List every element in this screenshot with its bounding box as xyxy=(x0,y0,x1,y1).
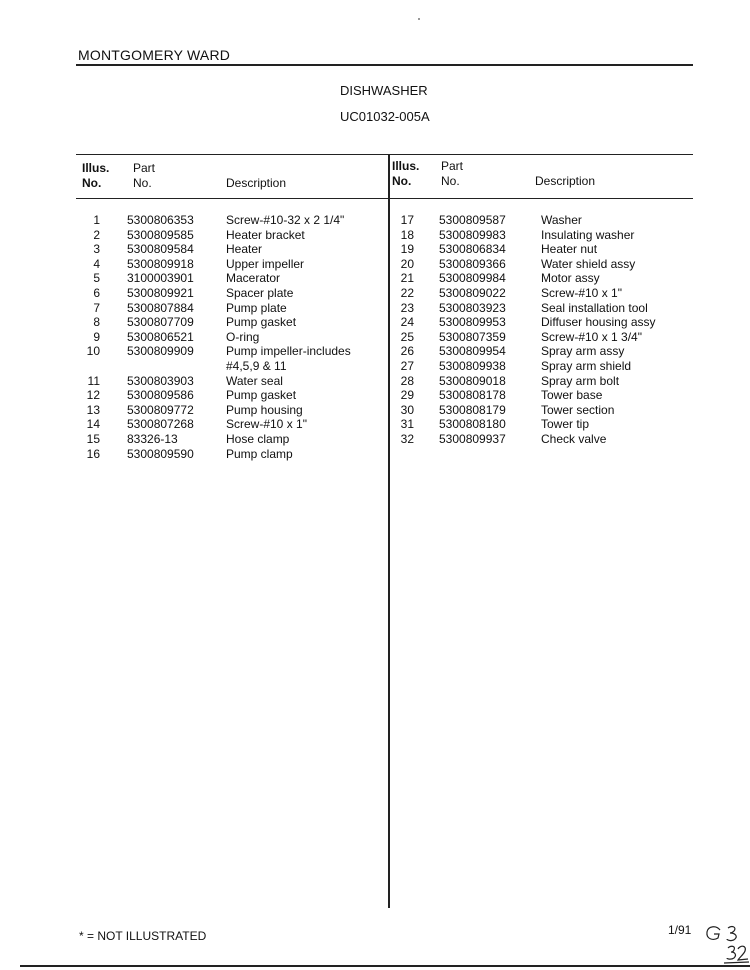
part-description: Screw-#10 x 1 3/4" xyxy=(541,329,642,344)
illus-number: 24 xyxy=(400,315,414,330)
part-number: 5300809018 xyxy=(439,373,506,388)
illus-number: 10 xyxy=(86,344,100,359)
part-number: 5300808178 xyxy=(439,388,506,403)
part-description: #4,5,9 & 11 xyxy=(226,358,287,373)
part-number: 5300808179 xyxy=(439,402,506,417)
part-number: 5300809953 xyxy=(439,315,506,330)
illus-no-header: Illus. No. xyxy=(82,161,110,190)
part-description: Tower tip xyxy=(541,417,590,432)
description-header: Description xyxy=(226,176,287,190)
part-description: Screw-#10 x 1" xyxy=(541,285,622,300)
part-number: 5300807268 xyxy=(127,417,194,432)
part-description: Spacer plate xyxy=(226,285,294,300)
bottom-rule xyxy=(20,965,750,967)
illus-number: 16 xyxy=(86,446,100,461)
part-description: Screw-#10-32 x 2 1/4" xyxy=(226,213,345,227)
column-divider xyxy=(388,154,390,908)
part-description: Pump housing xyxy=(226,402,303,417)
part-number: 3100003901 xyxy=(127,271,194,286)
illus-number: 19 xyxy=(400,242,414,257)
part-description: Tower base xyxy=(541,388,603,403)
illus-number: 8 xyxy=(93,315,100,330)
illus-number: 20 xyxy=(400,256,414,271)
part-number: 5300809366 xyxy=(439,256,506,271)
brand-name: MONTGOMERY WARD xyxy=(78,47,231,63)
part-number: 5300809584 xyxy=(127,242,194,257)
illus-number: 1 xyxy=(93,213,100,227)
illus-number: 9 xyxy=(93,329,100,344)
part-description: Macerator xyxy=(226,271,281,286)
part-number: 5300809590 xyxy=(127,446,194,461)
part-description: Heater bracket xyxy=(226,227,305,242)
model-number: UC01032-005A xyxy=(340,109,430,124)
part-number: 5300809022 xyxy=(439,285,506,300)
part-number: 5300807709 xyxy=(127,315,194,330)
document-title: DISHWASHER xyxy=(340,83,428,98)
part-description: Pump clamp xyxy=(226,446,293,461)
part-description: Insulating washer xyxy=(541,227,635,242)
illus-number: 29 xyxy=(400,388,414,403)
part-number: 5300809587 xyxy=(439,213,506,227)
illus-number: 7 xyxy=(93,300,100,315)
part-description: Pump impeller-includes xyxy=(226,344,351,359)
part-number: 5300806834 xyxy=(439,242,506,257)
illus-number: 4 xyxy=(93,256,100,271)
part-number: 5300809586 xyxy=(127,388,194,403)
table-top-rule xyxy=(76,154,693,155)
illus-number: 3 xyxy=(93,242,100,257)
part-number: 5300809984 xyxy=(439,271,506,286)
illus-number: 12 xyxy=(86,388,100,403)
illus-number: 17 xyxy=(400,213,414,227)
part-no-header: Part No. xyxy=(441,159,464,188)
illus-number: 23 xyxy=(400,300,414,315)
part-description: Heater nut xyxy=(541,242,598,257)
part-description: Screw-#10 x 1" xyxy=(226,417,307,432)
part-number: 5300809921 xyxy=(127,285,194,300)
part-description: Diffuser housing assy xyxy=(541,315,656,330)
illus-number: 32 xyxy=(400,431,414,446)
part-description: Pump plate xyxy=(226,300,287,315)
part-description: Tower section xyxy=(541,402,615,417)
illus-number: 13 xyxy=(86,402,100,417)
illus-number: 18 xyxy=(400,227,414,242)
part-number: 5300807884 xyxy=(127,300,194,315)
illus-number: 27 xyxy=(400,358,414,373)
illus-number: 31 xyxy=(400,417,414,432)
illus-number: 2 xyxy=(93,227,100,242)
part-number: 5300809585 xyxy=(127,227,194,242)
part-number: 5300809918 xyxy=(127,256,194,271)
part-description: Spray arm bolt xyxy=(541,373,620,388)
part-description: Pump gasket xyxy=(226,315,297,330)
part-number: 5300806353 xyxy=(127,213,194,227)
part-description: O-ring xyxy=(226,329,260,344)
illus-number: 30 xyxy=(400,402,414,417)
part-number: 5300809954 xyxy=(439,344,506,359)
table-header-rule xyxy=(76,198,693,199)
part-description: Pump gasket xyxy=(226,388,297,403)
illus-number: 6 xyxy=(93,285,100,300)
part-number: 5300807359 xyxy=(439,329,506,344)
illus-no-header: Illus. No. xyxy=(392,159,420,188)
part-description: Water seal xyxy=(226,373,283,388)
part-description: Spray arm assy xyxy=(541,344,625,359)
part-number: 5300806521 xyxy=(127,329,194,344)
part-number: 5300809909 xyxy=(127,344,194,359)
part-number: 5300803923 xyxy=(439,300,506,315)
top-rule xyxy=(76,64,693,66)
illus-number: 21 xyxy=(400,271,414,286)
part-description: Hose clamp xyxy=(226,431,290,446)
part-description: Seal installation tool xyxy=(541,300,648,315)
not-illustrated-note: * = NOT ILLUSTRATED xyxy=(79,929,207,943)
illus-number: 11 xyxy=(87,373,100,388)
scan-speck xyxy=(418,18,420,20)
part-description: Motor assy xyxy=(541,271,600,286)
part-number: 5300809938 xyxy=(439,358,506,373)
illus-number: 14 xyxy=(86,417,100,432)
description-header: Description xyxy=(535,174,596,188)
illus-number: 25 xyxy=(400,329,414,344)
part-number: 5300809937 xyxy=(439,431,506,446)
part-description: Water shield assy xyxy=(541,256,636,271)
illus-number: 28 xyxy=(400,373,414,388)
part-description: Spray arm shield xyxy=(541,358,632,373)
part-number: 5300809983 xyxy=(439,227,506,242)
part-number: 5300803903 xyxy=(127,373,194,388)
illus-number: 26 xyxy=(400,344,414,359)
part-description: Check valve xyxy=(541,431,607,446)
illus-number: 5 xyxy=(93,271,100,286)
handwritten-annotation xyxy=(704,922,750,966)
part-number: 5300809772 xyxy=(127,402,194,417)
part-number: 5300808180 xyxy=(439,417,506,432)
part-no-header: Part No. xyxy=(133,161,156,190)
illus-number: 15 xyxy=(86,431,100,446)
part-number: 83326-13 xyxy=(127,431,178,446)
page-date: 1/91 xyxy=(668,923,692,937)
part-description: Heater xyxy=(226,242,263,257)
part-description: Washer xyxy=(541,213,582,227)
part-description: Upper impeller xyxy=(226,256,305,271)
illus-number: 22 xyxy=(400,285,414,300)
